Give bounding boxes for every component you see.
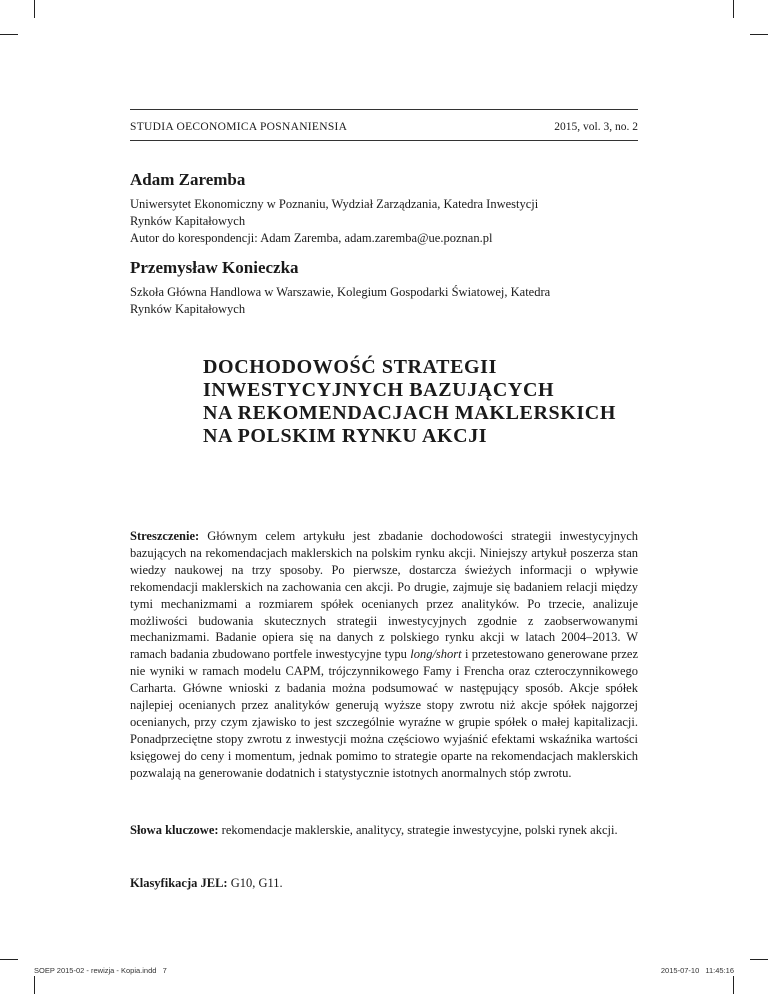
slug-timestamp	[657, 966, 734, 975]
slug-time: 11:45:16	[705, 966, 734, 975]
title-line: DOCHODOWOŚĆ STRATEGII	[203, 356, 497, 378]
slug-file-info: SOEP 2015-02 - rewizja - Kopia.indd 7	[34, 966, 167, 975]
abstract-text-continued: i przetestowano generowane przez nie wyniki w ramach modelu CAPM, trójczynnikowego Famy i Frencha oraz czteroczynnikowego Carharta. Główne wnioski z badania można podsumować w następujący sposób. Akcje spółek najlepiej ocenianych przez analityków generują wyższe stopy zwrotu niż akcje spółek najgorzej ocenianych, przy czym zjawisko to jest szczególnie wyraźne w grupie spółek o małej kapitalizacji. Ponadprzeciętne stopy zwrotu z inwestycji można częściowo wyjaśnić efektami wskaźnika wartości księgowej do ceny i momentum, jednak pomimo to strategie oparte na rekomendacjach maklerskich pozwalają na generowanie dodatnich i statystycznie istotnych anormalnych stóp zwrotu.	[130, 647, 639, 780]
keywords-label: Słowa kluczowe:	[130, 823, 219, 837]
journal-name: STUDIA OECONOMICA POSNANIENSIA	[130, 121, 348, 133]
slug-date: 2015-07-10	[660, 966, 700, 975]
abstract-text: Głównym celem artykułu jest zbadanie dochodowości strategii inwestycyjnych bazujących na rekomendacjach maklerskich na polskim rynku akcji. Niniejszy artykuł poszerza stan wiedzy naukowej na trzy sposoby. Po pierwsze, dostarcza świeżych informacji o wpływie rekomendacji maklerskich na zachowania cen akcji. Po drugie, zajmuje się badaniem relacji między tymi mechanizmami a rozmiarem spółek ocenianych przez analityków. Po trzecie, analizuje możliwości budowania skutecznych strategii inwestycyjnych zgodnie z zaobserwowanymi mechanizmami. Badanie opiera się na danych z polskiego rynku akcji w latach 2004–2013. W ramach badania zbudowano portfele inwestycyjne typu	[130, 529, 638, 662]
title-line: NA POLSKIM RYNKU AKCJI	[203, 425, 488, 447]
author-affiliation	[130, 284, 640, 318]
affiliation-line: Rynków Kapitałowych	[130, 214, 246, 228]
crop-mark	[750, 34, 768, 35]
crop-mark	[34, 0, 35, 18]
title-line: INWESTYCYJNYCH BAZUJĄCYCH	[203, 379, 555, 401]
keywords-text: rekomendacje maklerskie, analitycy, strategie inwestycyjne, polski rynek akcji.	[221, 823, 618, 837]
header-top-rule	[130, 109, 638, 110]
header-bottom-rule	[130, 140, 638, 141]
author-name: Adam Zaremba	[130, 170, 246, 189]
crop-mark	[733, 976, 734, 994]
abstract	[130, 528, 638, 782]
jel-classification	[130, 875, 638, 892]
crop-mark	[0, 34, 18, 35]
affiliation-line: Rynków Kapitałowych	[130, 302, 246, 316]
volume-info: 2015, vol. 3, no. 2	[554, 121, 638, 133]
affiliation-line: Autor do korespondencji: Adam Zaremba, adam.zaremba@ue.poznan.pl	[130, 231, 493, 245]
crop-mark	[750, 959, 768, 960]
abstract-emphasis: long/short	[410, 647, 462, 662]
keywords	[130, 822, 638, 839]
jel-label: Klasyfikacja JEL:	[130, 876, 228, 890]
author-name: Przemysław Konieczka	[130, 258, 299, 277]
affiliation-line: Szkoła Główna Handlowa w Warszawie, Kolegium Gospodarki Światowej, Katedra	[130, 285, 551, 299]
article-title	[203, 356, 623, 448]
jel-codes: G10, G11.	[230, 876, 283, 890]
title-line: NA REKOMENDACJACH MAKLERSKICH	[203, 402, 616, 424]
crop-mark	[0, 959, 18, 960]
affiliation-line: Uniwersytet Ekonomiczny w Poznaniu, Wydział Zarządzania, Katedra Inwestycji	[130, 197, 539, 211]
crop-mark	[733, 0, 734, 18]
abstract-label: Streszczenie:	[130, 529, 200, 543]
author-affiliation	[130, 196, 640, 247]
crop-mark	[34, 976, 35, 994]
